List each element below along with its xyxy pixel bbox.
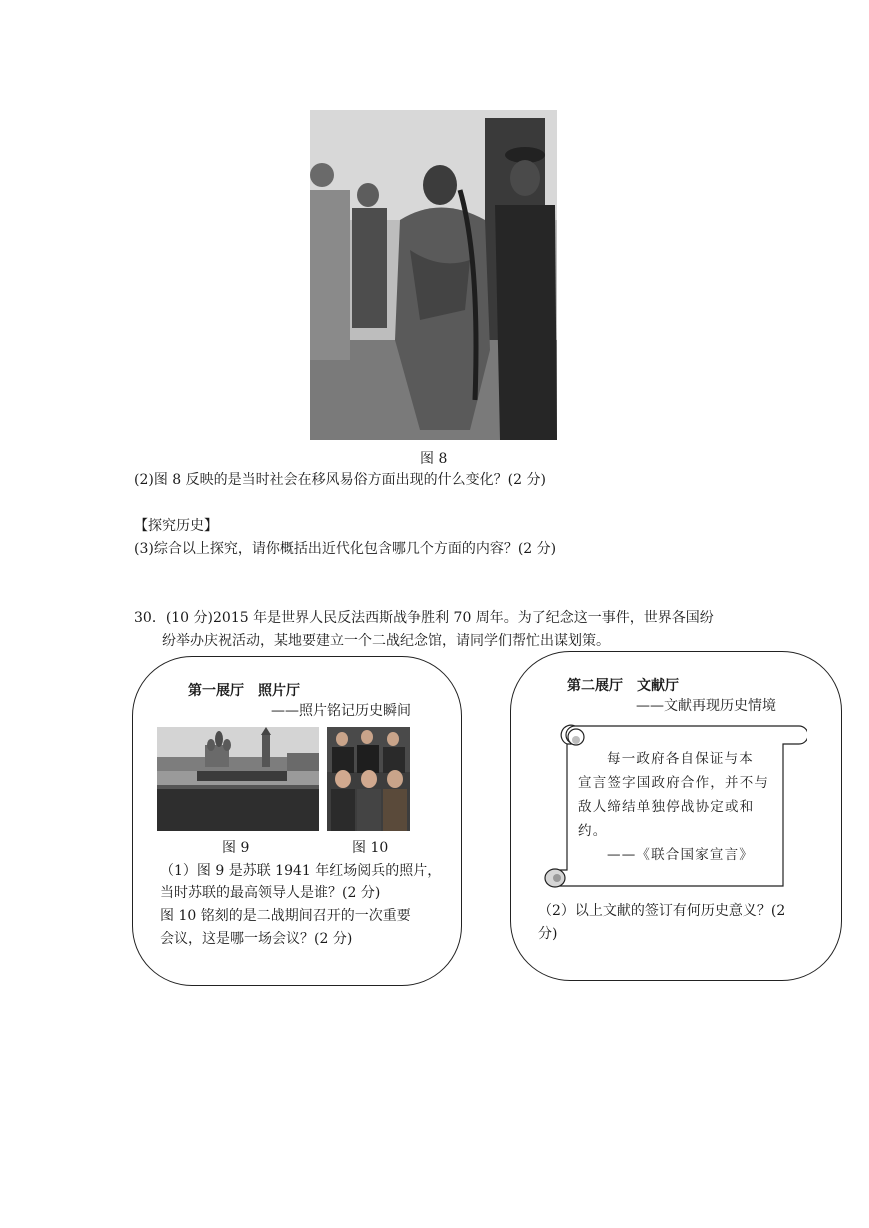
figure-9-photo <box>157 727 319 831</box>
explore-history-heading: 【探究历史】 <box>134 518 218 534</box>
hall-2-question-line-1: （2）以上文献的签订有何历史意义？(2 <box>538 903 786 919</box>
hall-1-title: 第一展厅 照片厅 <box>188 683 300 699</box>
question-30-line-2: 纷举办庆祝活动，某地要建立一个二战纪念馆，请同学们帮忙出谋划策。 <box>162 633 610 649</box>
hall-2-title: 第二展厅 文献厅 <box>567 678 679 694</box>
scroll-text-line-1: 每一政府各自保证与本 <box>607 751 754 767</box>
hall-1-question-line-1: （1）图 9 是苏联 1941 年红场阅兵的照片， <box>160 863 442 879</box>
hall-1-question-line-3: 图 10 铭刻的是二战期间召开的一次重要 <box>160 908 411 924</box>
figure-10-caption: 图 10 <box>352 840 389 856</box>
question-3-text: (3)综合以上探究，请你概括出近代化包含哪几个方面的内容？(2 分) <box>134 541 557 557</box>
figure-9-caption: 图 9 <box>222 840 250 856</box>
figure-8-caption: 图 8 <box>420 451 448 467</box>
figure-10-photo <box>327 727 410 831</box>
question-30-line-1: 30．(10 分)2015 年是世界人民反法西斯战争胜利 70 周年。为了纪念这一事件，世界各国纷 <box>134 610 714 626</box>
figure-8-photo <box>310 110 557 440</box>
hall-1-question-line-2: 当时苏联的最高领导人是谁？(2 分) <box>160 885 381 901</box>
scroll-text-line-2: 宣言签字国政府合作，并不与 <box>578 775 770 791</box>
hall-2-question-line-2: 分) <box>538 926 558 942</box>
question-2-text: (2)图 8 反映的是当时社会在移风易俗方面出现的什么变化？(2 分) <box>134 472 546 488</box>
scroll-source-citation: ——《联合国家宣言》 <box>607 847 754 863</box>
scroll-text-line-3: 敌人缔结单独停战协定或和 <box>578 799 755 815</box>
scroll-text-line-4: 约。 <box>578 823 608 839</box>
hall-1-question-line-4: 会议，这是哪一场会议？(2 分) <box>160 931 353 947</box>
hall-2-subtitle: ——文献再现历史情境 <box>636 698 776 714</box>
hall-1-subtitle: ——照片铭记历史瞬间 <box>271 703 411 719</box>
